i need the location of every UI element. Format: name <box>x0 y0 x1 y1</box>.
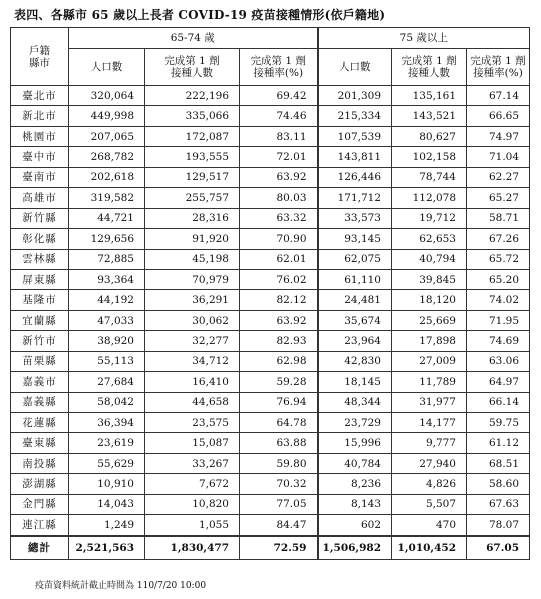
a-vac-cell: 222,196 <box>145 86 240 106</box>
col-vaccinated-b-line1: 完成第 1 劑 <box>401 55 457 67</box>
a-pop-cell: 207,065 <box>69 126 145 146</box>
table-row <box>11 331 530 351</box>
a-pop-cell: 320,064 <box>69 86 145 106</box>
table-row <box>11 86 530 106</box>
col-population-a: 人口數 <box>69 49 145 86</box>
col-vaccinated-a-line1: 完成第 1 劑 <box>164 55 220 67</box>
b-vac-cell: 62,653 <box>392 229 467 249</box>
county-cell: 新竹縣 <box>11 208 69 228</box>
total-a-pop: 2,521,563 <box>69 536 145 560</box>
a-vac-cell: 16,410 <box>145 372 240 392</box>
group-65-74-header: 65-74 歲 <box>69 28 318 49</box>
b-rate-cell: 58.71 <box>467 208 530 228</box>
a-pop-cell: 38,920 <box>69 331 145 351</box>
col-vaccinated-a <box>145 49 240 86</box>
b-pop-cell: 215,334 <box>318 106 392 126</box>
county-cell: 南投縣 <box>11 453 69 473</box>
county-cell: 彰化縣 <box>11 229 69 249</box>
a-vac-cell: 10,820 <box>145 494 240 514</box>
a-vac-cell: 7,672 <box>145 474 240 494</box>
b-vac-cell: 17,898 <box>392 331 467 351</box>
b-pop-cell: 24,481 <box>318 290 392 310</box>
total-a-vac: 1,830,477 <box>145 536 240 560</box>
b-rate-cell: 68.51 <box>467 453 530 473</box>
a-rate-cell: 63.88 <box>240 433 318 453</box>
a-rate-cell: 64.78 <box>240 413 318 433</box>
a-pop-cell: 93,364 <box>69 269 145 289</box>
a-rate-cell: 63.92 <box>240 310 318 330</box>
a-pop-cell: 10,910 <box>69 474 145 494</box>
b-pop-cell: 201,309 <box>318 86 392 106</box>
a-pop-cell: 44,721 <box>69 208 145 228</box>
b-rate-cell: 67.14 <box>467 86 530 106</box>
a-vac-cell: 193,555 <box>145 147 240 167</box>
table-row <box>11 290 530 310</box>
a-pop-cell: 449,998 <box>69 106 145 126</box>
b-pop-cell: 42,830 <box>318 351 392 371</box>
b-rate-cell: 67.63 <box>467 494 530 514</box>
county-header-line1: 戶籍 <box>29 44 50 57</box>
b-vac-cell: 470 <box>392 515 467 536</box>
b-rate-cell: 61.12 <box>467 433 530 453</box>
vaccination-table <box>10 27 530 560</box>
a-pop-cell: 14,043 <box>69 494 145 514</box>
a-rate-cell: 83.11 <box>240 126 318 146</box>
data-cutoff-footnote: 疫苗資料統計截止時間為 110/7/20 10:00 <box>35 581 207 591</box>
b-pop-cell: 62,075 <box>318 249 392 269</box>
a-pop-cell: 27,684 <box>69 372 145 392</box>
b-vac-cell: 112,078 <box>392 188 467 208</box>
a-rate-cell: 82.93 <box>240 331 318 351</box>
b-rate-cell: 66.65 <box>467 106 530 126</box>
col-rate-b <box>467 49 530 86</box>
b-vac-cell: 31,977 <box>392 392 467 412</box>
a-vac-cell: 172,087 <box>145 126 240 146</box>
table-row <box>11 372 530 392</box>
a-rate-cell: 63.32 <box>240 208 318 228</box>
b-pop-cell: 602 <box>318 515 392 536</box>
b-pop-cell: 40,784 <box>318 453 392 473</box>
b-vac-cell: 39,845 <box>392 269 467 289</box>
county-cell: 苗栗縣 <box>11 351 69 371</box>
a-pop-cell: 268,782 <box>69 147 145 167</box>
b-vac-cell: 102,158 <box>392 147 467 167</box>
col-population-b: 人口數 <box>318 49 392 86</box>
a-vac-cell: 23,575 <box>145 413 240 433</box>
county-cell: 新北市 <box>11 106 69 126</box>
county-cell: 澎湖縣 <box>11 474 69 494</box>
county-header <box>11 28 69 86</box>
b-rate-cell: 64.97 <box>467 372 530 392</box>
b-rate-cell: 65.27 <box>467 188 530 208</box>
b-pop-cell: 15,996 <box>318 433 392 453</box>
b-vac-cell: 14,177 <box>392 413 467 433</box>
a-pop-cell: 55,113 <box>69 351 145 371</box>
b-vac-cell: 18,120 <box>392 290 467 310</box>
b-vac-cell: 25,669 <box>392 310 467 330</box>
county-cell: 臺東縣 <box>11 433 69 453</box>
a-pop-cell: 319,582 <box>69 188 145 208</box>
b-vac-cell: 27,009 <box>392 351 467 371</box>
county-cell: 臺中市 <box>11 147 69 167</box>
a-rate-cell: 82.12 <box>240 290 318 310</box>
table-row <box>11 126 530 146</box>
a-pop-cell: 44,192 <box>69 290 145 310</box>
b-pop-cell: 107,539 <box>318 126 392 146</box>
table-row <box>11 106 530 126</box>
b-rate-cell: 62.27 <box>467 167 530 187</box>
b-pop-cell: 33,573 <box>318 208 392 228</box>
b-pop-cell: 23,729 <box>318 413 392 433</box>
b-pop-cell: 48,344 <box>318 392 392 412</box>
table-row <box>11 249 530 269</box>
a-pop-cell: 36,394 <box>69 413 145 433</box>
a-rate-cell: 80.03 <box>240 188 318 208</box>
b-rate-cell: 63.06 <box>467 351 530 371</box>
county-header-line2: 縣市 <box>29 56 50 69</box>
total-b-vac: 1,010,452 <box>392 536 467 560</box>
a-rate-cell: 72.01 <box>240 147 318 167</box>
total-a-rate: 72.59 <box>240 536 318 560</box>
b-pop-cell: 126,446 <box>318 167 392 187</box>
b-rate-cell: 71.95 <box>467 310 530 330</box>
b-vac-cell: 9,777 <box>392 433 467 453</box>
col-vaccinated-a-line2: 接種人數 <box>171 67 213 79</box>
county-cell: 高雄市 <box>11 188 69 208</box>
table-row <box>11 147 530 167</box>
a-pop-cell: 58,042 <box>69 392 145 412</box>
table-row <box>11 494 530 514</box>
b-rate-cell: 74.02 <box>467 290 530 310</box>
a-vac-cell: 34,712 <box>145 351 240 371</box>
b-pop-cell: 8,143 <box>318 494 392 514</box>
a-rate-cell: 76.94 <box>240 392 318 412</box>
county-cell: 臺南市 <box>11 167 69 187</box>
b-rate-cell: 71.04 <box>467 147 530 167</box>
county-cell: 花蓮縣 <box>11 413 69 433</box>
a-pop-cell: 202,618 <box>69 167 145 187</box>
table-row <box>11 229 530 249</box>
a-vac-cell: 36,291 <box>145 290 240 310</box>
b-rate-cell: 66.14 <box>467 392 530 412</box>
b-pop-cell: 171,712 <box>318 188 392 208</box>
table-row <box>11 515 530 536</box>
group-75-plus-header: 75 歲以上 <box>318 28 530 49</box>
b-vac-cell: 143,521 <box>392 106 467 126</box>
a-rate-cell: 62.98 <box>240 351 318 371</box>
a-rate-cell: 74.46 <box>240 106 318 126</box>
county-cell: 宜蘭縣 <box>11 310 69 330</box>
a-pop-cell: 72,885 <box>69 249 145 269</box>
county-cell: 金門縣 <box>11 494 69 514</box>
a-rate-cell: 70.32 <box>240 474 318 494</box>
a-vac-cell: 44,658 <box>145 392 240 412</box>
total-label: 總計 <box>11 536 69 560</box>
a-vac-cell: 70,979 <box>145 269 240 289</box>
col-rate-a-line1: 完成第 1 劑 <box>250 55 306 67</box>
col-rate-b-line2: 接種率(%) <box>473 67 523 79</box>
a-rate-cell: 69.42 <box>240 86 318 106</box>
b-rate-cell: 67.26 <box>467 229 530 249</box>
col-vaccinated-b <box>392 49 467 86</box>
table-row <box>11 351 530 371</box>
b-rate-cell: 65.20 <box>467 269 530 289</box>
a-vac-cell: 15,087 <box>145 433 240 453</box>
county-cell: 基隆市 <box>11 290 69 310</box>
b-rate-cell: 59.75 <box>467 413 530 433</box>
b-pop-cell: 18,145 <box>318 372 392 392</box>
table-row <box>11 208 530 228</box>
a-rate-cell: 84.47 <box>240 515 318 536</box>
b-pop-cell: 23,964 <box>318 331 392 351</box>
b-vac-cell: 78,744 <box>392 167 467 187</box>
total-row <box>11 536 530 560</box>
county-cell: 桃園市 <box>11 126 69 146</box>
b-rate-cell: 65.72 <box>467 249 530 269</box>
a-vac-cell: 91,920 <box>145 229 240 249</box>
a-rate-cell: 63.92 <box>240 167 318 187</box>
a-rate-cell: 62.01 <box>240 249 318 269</box>
county-cell: 連江縣 <box>11 515 69 536</box>
a-rate-cell: 70.90 <box>240 229 318 249</box>
a-pop-cell: 47,033 <box>69 310 145 330</box>
a-vac-cell: 255,757 <box>145 188 240 208</box>
b-pop-cell: 93,145 <box>318 229 392 249</box>
b-rate-cell: 74.97 <box>467 126 530 146</box>
table-row <box>11 392 530 412</box>
table-row <box>11 188 530 208</box>
a-rate-cell: 59.28 <box>240 372 318 392</box>
b-vac-cell: 40,794 <box>392 249 467 269</box>
a-rate-cell: 76.02 <box>240 269 318 289</box>
table-title: 表四、各縣市 65 歲以上長者 COVID-19 疫苗接種情形(依戶籍地) <box>14 8 386 22</box>
table-row <box>11 269 530 289</box>
table-row <box>11 453 530 473</box>
a-rate-cell: 59.80 <box>240 453 318 473</box>
a-vac-cell: 129,517 <box>145 167 240 187</box>
b-vac-cell: 4,826 <box>392 474 467 494</box>
county-cell: 嘉義縣 <box>11 392 69 412</box>
b-vac-cell: 80,627 <box>392 126 467 146</box>
table-row <box>11 167 530 187</box>
a-vac-cell: 335,066 <box>145 106 240 126</box>
col-vaccinated-b-line2: 接種人數 <box>408 67 450 79</box>
table-row <box>11 474 530 494</box>
table-row <box>11 433 530 453</box>
b-pop-cell: 61,110 <box>318 269 392 289</box>
col-rate-b-line1: 完成第 1 劑 <box>470 55 526 67</box>
b-vac-cell: 135,161 <box>392 86 467 106</box>
a-pop-cell: 23,619 <box>69 433 145 453</box>
col-rate-a <box>240 49 318 86</box>
county-cell: 雲林縣 <box>11 249 69 269</box>
a-pop-cell: 55,629 <box>69 453 145 473</box>
table-row <box>11 310 530 330</box>
b-rate-cell: 78.07 <box>467 515 530 536</box>
total-b-pop: 1,506,982 <box>318 536 392 560</box>
a-vac-cell: 45,198 <box>145 249 240 269</box>
b-vac-cell: 11,789 <box>392 372 467 392</box>
county-cell: 屏東縣 <box>11 269 69 289</box>
table-body <box>11 86 530 536</box>
b-vac-cell: 5,507 <box>392 494 467 514</box>
a-vac-cell: 33,267 <box>145 453 240 473</box>
a-pop-cell: 129,656 <box>69 229 145 249</box>
county-cell: 新竹市 <box>11 331 69 351</box>
b-pop-cell: 8,236 <box>318 474 392 494</box>
a-rate-cell: 77.05 <box>240 494 318 514</box>
county-cell: 臺北市 <box>11 86 69 106</box>
col-rate-a-line2: 接種率(%) <box>253 67 304 79</box>
b-pop-cell: 143,811 <box>318 147 392 167</box>
b-rate-cell: 74.69 <box>467 331 530 351</box>
a-vac-cell: 32,277 <box>145 331 240 351</box>
county-cell: 嘉義市 <box>11 372 69 392</box>
b-rate-cell: 58.60 <box>467 474 530 494</box>
a-vac-cell: 30,062 <box>145 310 240 330</box>
a-vac-cell: 1,055 <box>145 515 240 536</box>
a-pop-cell: 1,249 <box>69 515 145 536</box>
b-pop-cell: 35,674 <box>318 310 392 330</box>
b-vac-cell: 19,712 <box>392 208 467 228</box>
table-row <box>11 413 530 433</box>
a-vac-cell: 28,316 <box>145 208 240 228</box>
b-vac-cell: 27,940 <box>392 453 467 473</box>
total-b-rate: 67.05 <box>467 536 530 560</box>
